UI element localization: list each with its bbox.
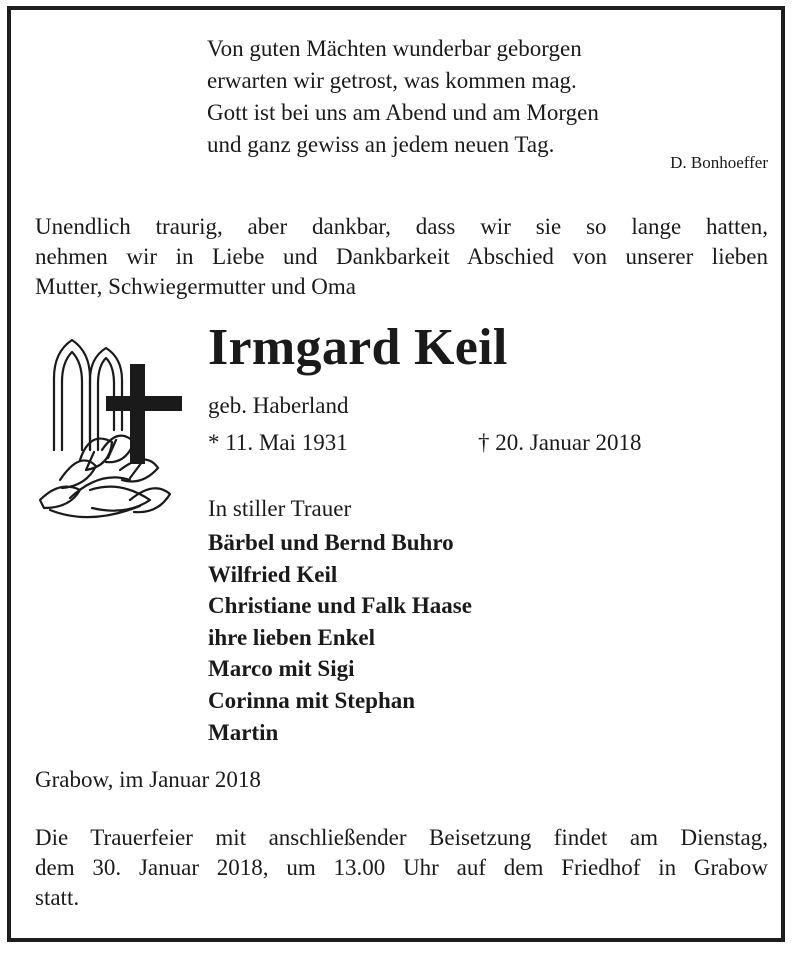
poem-line: Gott ist bei uns am Abend und am Morgen — [207, 100, 599, 125]
intro-text — [35, 212, 768, 302]
mourner-name: Wilfried Keil — [208, 561, 338, 587]
intro-line: nehmen wir in Liebe und Dankbarkeit Abschied von unserer lieben — [35, 244, 768, 269]
intro-line: Unendlich traurig, aber dankbar, dass wir sie so lange hatten, — [35, 214, 768, 239]
service-line: statt. — [35, 885, 80, 910]
deceased-name: Irmgard Keil — [208, 319, 508, 376]
place-date: Grabow, im Januar 2018 — [35, 767, 261, 792]
mourners-list — [208, 527, 472, 748]
mourner-name: Marco mit Sigi — [208, 656, 355, 682]
birth-date: * 11. Mai 1931 — [208, 430, 348, 455]
poem-line: und ganz gewiss an jedem neuen Tag. — [207, 132, 555, 157]
service-line: dem 30. Januar 2018, um 13.00 Uhr auf dem Friedhof in Grabow — [35, 855, 768, 880]
cross-lily-icon — [30, 330, 190, 530]
mourner-name: Christiane und Falk Haase — [208, 593, 472, 619]
intro-line: Mutter, Schwiegermutter und Oma — [35, 274, 357, 299]
mourner-name: Corinna mit Stephan — [208, 687, 416, 713]
maiden-name: geb. Haberland — [208, 393, 349, 418]
death-date: † 20. Januar 2018 — [478, 430, 642, 455]
mourner-name: ihre lieben Enkel — [208, 624, 375, 650]
poem-line: erwarten wir getrost, was kommen mag. — [207, 68, 577, 93]
service-line: Die Trauerfeier mit anschließender Beisetzung findet am Dienstag, — [35, 825, 768, 850]
poem — [207, 33, 599, 161]
mourner-name: Bärbel und Bernd Buhro — [208, 530, 454, 555]
poem-line: Von guten Mächten wunderbar geborgen — [207, 36, 582, 61]
mourners-intro: In stiller Trauer — [208, 496, 352, 521]
poem-author: D. Bonhoeffer — [670, 153, 768, 172]
service-info — [35, 823, 768, 913]
mourner-name: Martin — [208, 719, 279, 745]
